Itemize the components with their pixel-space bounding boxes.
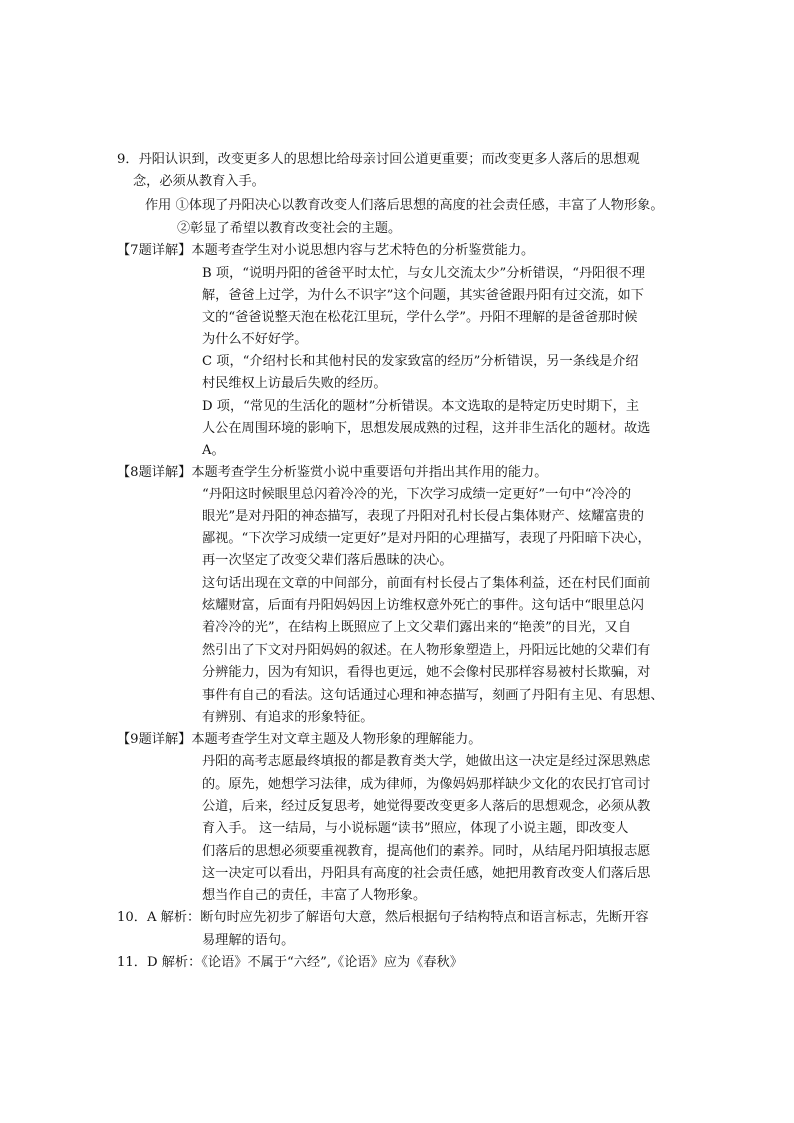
explanation-8-line: “丹阳这时候眼里总闪着冷冷的光，下次学习成绩一定更好”一句中“冷冷的 — [202, 487, 632, 502]
explanation-9-line: 想当作自己的责任，丰富了人物形象。 — [202, 888, 427, 903]
explanation-9-line: 公道，后来，经过反复思考，她觉得要改变更多人落后的思想观念，必须从教 — [202, 799, 651, 814]
explanation-8-line: 炫耀财富，后面有丹阳妈妈因上访维权意外死亡的事件。这句话中“眼里总闪 — [202, 598, 644, 613]
explanation-8-line: 事件有自己的看法。这句话通过心理和神态描写，刻画了丹阳有主见、有思想、 — [202, 688, 664, 703]
answer-11-line-1: 11．D 解析：《论语》不属于“六经”,《论语》应为《春秋》 — [117, 955, 463, 970]
explanation-9-line: 的。原先，她想学习法律，成为律师，为像妈妈那样缺少文化的农民打官司讨 — [202, 777, 651, 792]
explanation-8-line: 这句话出现在文章的中间部分，前面有村长侵占了集体利益，还在村民们面前 — [202, 576, 651, 591]
explanation-9-heading: 【9题详解】本题考查学生对文章主题及人物形象的理解能力。 — [117, 732, 482, 747]
explanation-7-line: D 项，“常见的生活化的题材”分析错误。本文选取的是特定历史时期下，主 — [202, 399, 640, 414]
explanation-7-line: 人公在周围环境的影响下，思想发展成熟的过程，这并非生活化的题材。故选 — [202, 421, 651, 436]
explanation-8-heading: 【8题详解】本题考查学生分析鉴赏小说中重要语句并指出其作用的能力。 — [117, 465, 548, 480]
answer-9-function-2: ②彰显了希望以教育改变社会的主题。 — [177, 221, 402, 236]
explanation-7-line: 为什么不好好学。 — [202, 332, 308, 347]
answer-9-line-1: 9．丹阳认识到，改变更多人的思想比给母亲讨回公道更重要；而改变更多人落后的思想观 — [117, 152, 640, 167]
answer-10-line-2: 易理解的语句。 — [202, 933, 295, 948]
explanation-9-line: 丹阳的高考志愿最终填报的都是教育类大学，她做出这一决定是经过深思熟虑 — [202, 754, 651, 769]
explanation-7-line: 解，爸爸上过学，为什么不识字”这个问题，其实爸爸跟丹阳有过交流，如下 — [202, 288, 644, 303]
explanation-7-line: C 项，“介绍村长和其他村民的发家致富的经历”分析错误，另一条线是介绍 — [202, 354, 639, 369]
explanation-9-line: 这一决定可以看出，丹阳具有高度的社会责任感，她把用教育改变人们落后思 — [202, 866, 651, 881]
explanation-9-line: 育入手。 这一结局，与小说标题“读书”照应，体现了小说主题，即改变人 — [202, 821, 629, 836]
answer-9-line-2: 念，必须从教育入手。 — [133, 174, 265, 189]
explanation-9-line: 们落后的思想必须要重视教育，提高他们的素养。同时，从结尾丹阳填报志愿 — [202, 844, 651, 859]
explanation-8-line: 着冷冷的光”，在结构上既照应了上文父辈们露出来的“艳羡”的目光，又自 — [202, 620, 632, 635]
explanation-8-line: 再一次坚定了改变父辈们落后愚昧的决心。 — [202, 553, 453, 568]
answer-9-function-1: 作用 ①体现了丹阳决心以教育改变人们落后思想的高度的社会责任感，丰富了人物形象。 — [145, 198, 664, 213]
explanation-8-line: 然引出了下文对丹阳妈妈的叙述。在人物形象塑造上，丹阳远比她的父辈们有 — [202, 643, 651, 658]
answer-10-line-1: 10．A 解析：断句时应先初步了解语句大意，然后根据句子结构特点和语言标志，先断开容 — [117, 910, 649, 925]
explanation-7-line: 文的“爸爸说整天泡在松花江里玩，学什么学”。丹阳不理解的是爸爸那时候 — [202, 310, 638, 325]
explanation-8-line: 鄙视。“下次学习成绩一定更好”是对丹阳的心理描写，表现了丹阳暗下决心， — [202, 531, 651, 546]
explanation-7-line: 村民维权上访最后失败的经历。 — [202, 376, 387, 391]
explanation-7-line: A。 — [202, 443, 225, 458]
explanation-7-heading: 【7题详解】本题考查学生对小说思想内容与艺术特色的分析鉴赏能力。 — [117, 243, 535, 258]
explanation-8-line: 分辨能力，因为有知识，看得也更远，她不会像村民那样容易被村长欺骗，对 — [202, 665, 651, 680]
explanation-7-line: B 项，“说明丹阳的爸爸平时太忙，与女儿交流太少”分析错误，“丹阳很不理 — [202, 266, 645, 281]
explanation-8-line: 有辨别、有追求的形象特征。 — [202, 710, 374, 725]
explanation-8-line: 眼光”是对丹阳的神态描写，表现了丹阳对孔村长侵占集体财产、炫耀富贵的 — [202, 509, 644, 524]
